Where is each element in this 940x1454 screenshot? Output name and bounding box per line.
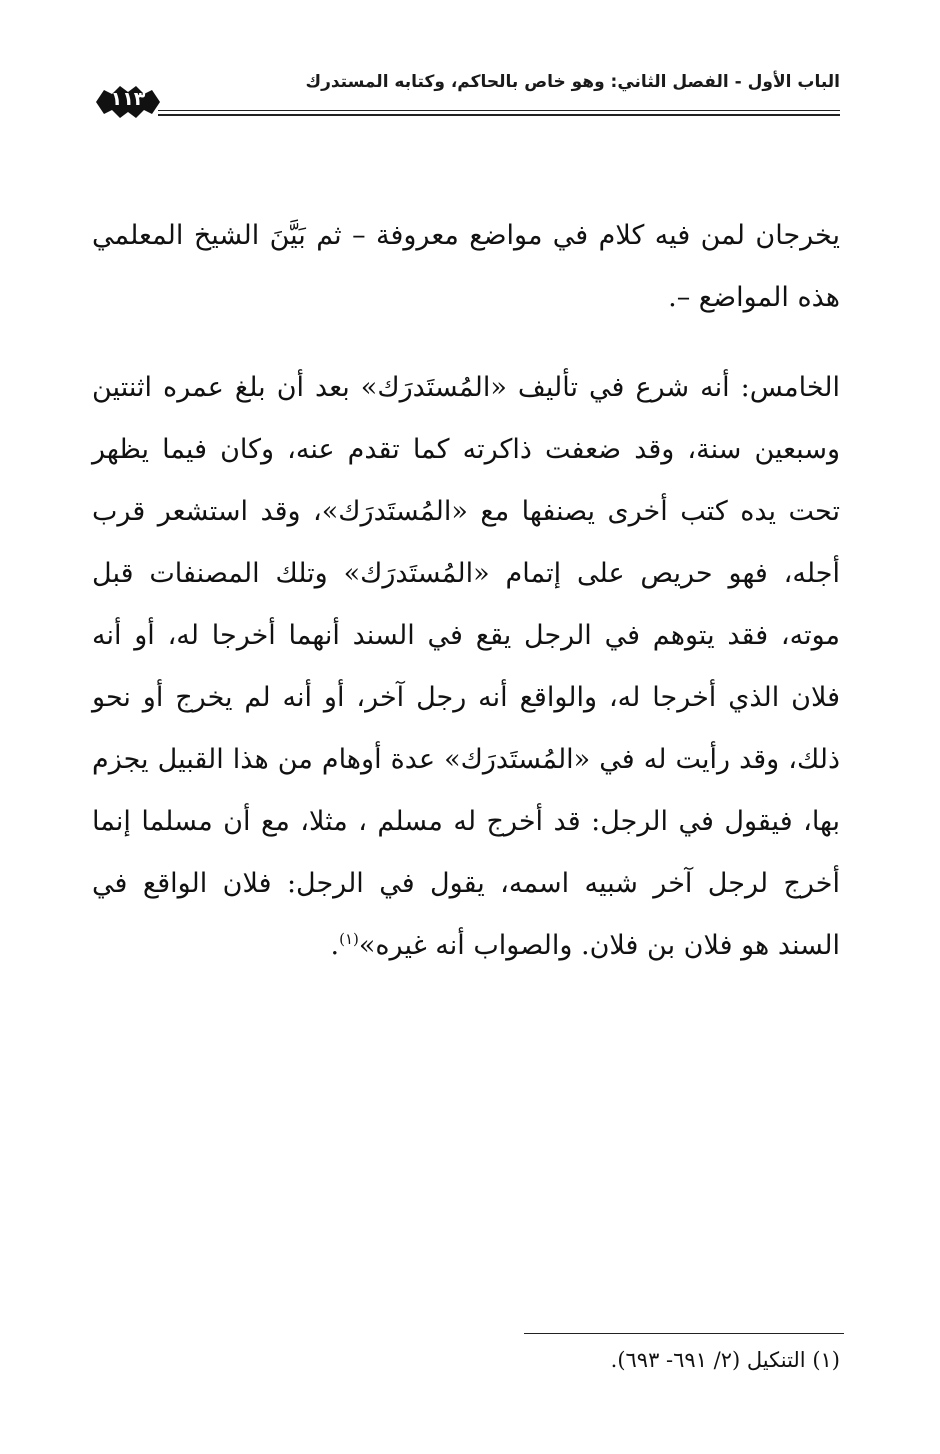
header-rule-thick — [158, 114, 840, 116]
paragraph-2-period: . — [330, 930, 340, 961]
header-rule — [158, 110, 840, 111]
paragraph-2 — [92, 357, 840, 977]
page-number: ١١٣ — [110, 88, 146, 110]
paragraph-1: يخرجان لمن فيه كلام في مواضع معروفة – ثم بَيَّنَ الشيخ المعلمي هذه المواضع –. — [92, 220, 840, 313]
footnote-1: (١) التنكيل (٢/ ٦٩١- ٦٩٣). — [610, 1348, 840, 1372]
main-text — [92, 205, 840, 977]
page-number-badge — [92, 82, 164, 122]
running-title: الباب الأول - الفصل الثاني: وهو خاص بالحاكم، وكتابه المستدرك — [305, 72, 840, 92]
paragraph-2-text: الخامس: أنه شرع في تأليف «المُستَدرَك» بعد أن بلغ عمره اثنتين وسبعين سنة، وقد ضعفت ذاكرته كما تقدم عنه، وكان فيما يظهر تحت يده كتب أخرى يصنفها مع «المُستَدرَك»، وقد استشعر قرب أجله، فهو حريص على إتمام «المُستَدرَك» وتلك المصنفات قبل موته، فقد يتوهم في الرجل يقع في السند أنهما أخرجا له، أو أنه فلان الذي أخرجا له، والواقع أنه رجل آخر، أو أنه لم يخرج أو نحو ذلك، وقد رأيت له في «المُستَدرَك» عدة أوهام من هذا القبيل يجزم بها، فيقول في الرجل: قد أخرج له مسلم ، مثلا، مع أن مسلما إنما أخرج لرجل آخر شبيه اسمه، يقول في الرجل: فلان الواقع في السند هو فلان بن فلان. والصواب أنه غيره» — [92, 372, 840, 961]
footnote-separator — [524, 1333, 844, 1334]
footnote-reference: (١) — [339, 930, 359, 948]
page-header — [92, 70, 840, 130]
